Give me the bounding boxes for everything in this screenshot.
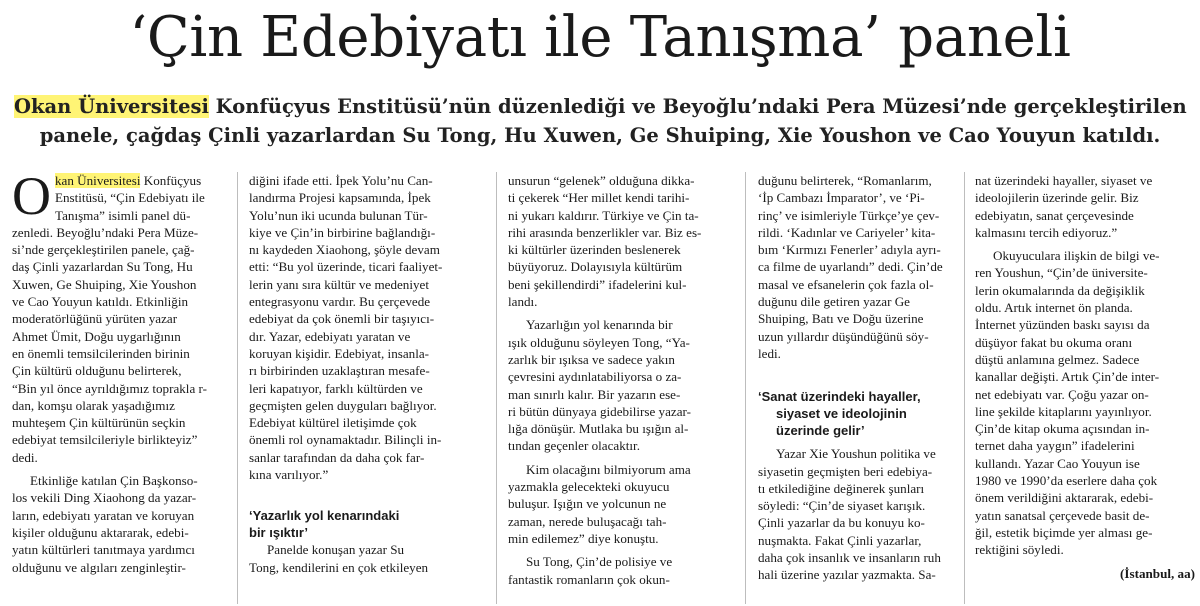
lead-line-1 <box>14 92 1186 121</box>
col2-line: edebiyat da çok önemli bir taşıyıcı- <box>249 311 435 327</box>
col2-line: entegrasyonu vardır. Bu çerçevede <box>249 294 431 310</box>
column-2 <box>249 172 481 604</box>
col1-line: dan, komşu olarak yaşadığımız <box>12 397 175 413</box>
col4-line: rildi. ‘Kadınlar ve Cariyeler’ kita- <box>758 224 936 240</box>
col1-line: dedi. <box>12 449 38 465</box>
col3-line: Yazarlığın yol kenarında bir <box>526 317 673 333</box>
col4-line: ledi. <box>758 345 781 361</box>
col1-line: Çin kültürü olduğunu belirterek, <box>12 363 182 379</box>
col1-line: en önemli temsilcilerinden birinin <box>12 345 190 361</box>
col1-line: moderatörlüğünü yürüten yazar <box>12 311 178 327</box>
col3-line: min edilemez” diye konuştu. <box>508 530 659 546</box>
col1-line: Enstitüsü, “Çin Edebiyatı ile <box>55 190 205 206</box>
col1-line: muhteşem Çin kültürünün seçkin <box>12 415 186 431</box>
subheading-2-line: siyaset ve ideolojinin <box>776 406 907 422</box>
drop-cap: O <box>12 172 51 226</box>
col5-line: lerin okumalarında da değişiklik <box>975 282 1145 298</box>
col3-line: zarlık bir ışıksa ve sadece yakın <box>508 351 675 367</box>
col1-line: Tanışma” isimli panel dü- <box>55 207 191 223</box>
col4-line: Çinli yazarlar da bu konuyu ko- <box>758 515 925 531</box>
col5-line: önem verildiğini aktararak, edebi- <box>975 490 1154 506</box>
col5-line: oldu. Artık internet ön planda. <box>975 300 1133 316</box>
subheading-2-line: ‘Sanat üzerindeki hayaller, <box>758 389 921 405</box>
col2-line: Yolu’nun iki ucunda bulunan Tür- <box>249 207 428 223</box>
column-divider <box>237 172 238 604</box>
col4-line: ‘İp Cambazı İmparator’, ve ‘Pi- <box>758 190 925 206</box>
col5-line: düşüyor fakat bu okuma oranı <box>975 334 1133 350</box>
col4-line: masal ve efsanelerin çok fazla ol- <box>758 276 934 292</box>
col4-line: daha çok insanlık ve insanların ruh <box>758 550 941 566</box>
col5-line: kullandı. Yazar Cao Youyun ise <box>975 455 1140 471</box>
col2-line: lerin yanı sıra kültür ve medeniyet <box>249 276 429 292</box>
subheading-1-line: bir ışıktır’ <box>249 525 309 541</box>
col4-line: duğunu dile getiren yazar Ge <box>758 294 910 310</box>
column-divider <box>496 172 497 604</box>
col3-line: ri bütün dünyaya gidebilirse yazar- <box>508 403 691 419</box>
col5-line: 1980 ve 1990’da eserlere daha çok <box>975 473 1158 489</box>
col5-line: net edebiyatı var. Çoğu yazar on- <box>975 386 1149 402</box>
col1-line: zenledi. Beyoğlu’ndaki Pera Müze- <box>12 224 199 240</box>
col2-line: koruyan kişidir. Edebiyat, insanla- <box>249 345 430 361</box>
col1-line: daş Çinli yazarlardan Su Tong, Hu <box>12 259 193 275</box>
col4-line: rinç’ ve isimleriyle Türkçe’ye çev- <box>758 207 940 223</box>
col4-line: duğunu belirterek, “Romanlarım, <box>758 173 932 188</box>
col4-line: Yazar Xie Youshun politika ve <box>776 446 936 462</box>
col2-line: rı birbirinden uzaklaştıran mesafe- <box>249 363 430 379</box>
col1-line: yatın kültürleri tanıtmaya yardımcı <box>12 542 195 558</box>
col5-line: line şekilde kitaplarını yayınlıyor. <box>975 403 1152 419</box>
col3-line: rihi arasında benzerlikler var. Biz es- <box>508 224 702 240</box>
col2-line: leri kapatıyor, farklı kültürden ve <box>249 380 423 396</box>
col5-line: edebiyatın, sanat çerçevesinde <box>975 207 1134 223</box>
col3-line: unsurun “gelenek” olduğuna dikka- <box>508 173 695 188</box>
col3-line: ti çekerek “Her millet kendi tarihi- <box>508 190 690 206</box>
column-divider <box>964 172 965 604</box>
col4-line: uzun yıllardır düşündüğünü söy- <box>758 328 929 344</box>
col5-line: İnternet yüzünden baskı sayısı da <box>975 317 1150 333</box>
col4-line: ca filme de uyarlandı” dedi. Çin’de <box>758 259 943 275</box>
col5-line: nat üzerindeki hayaller, siyaset ve <box>975 173 1153 188</box>
col3-line: beni şekillendirdi” ifadelerini kul- <box>508 276 687 292</box>
col1-line: “Bin yıl önce ayrıldığımız toprakla r- <box>12 380 207 396</box>
col1-highlight: kan Üniversitesi <box>55 173 141 188</box>
column-1 <box>12 172 228 604</box>
col2-line: etti: “Bu yol üzerinde, ticari faaliyet- <box>249 259 443 275</box>
col3-line: büyüyoruz. Dolayısıyla kültürüm <box>508 259 683 275</box>
col3-line: Kim olacağını bilmiyorum ama <box>526 461 691 477</box>
col3-line: fantastik romanların çok okun- <box>508 571 670 587</box>
col2-line: landırma Projesi kapsamında, İpek <box>249 190 431 206</box>
col2-line: sanlar tarafından da daha çok far- <box>249 449 425 465</box>
col1-line: olduğunu ve algıları zenginleştir- <box>12 559 186 575</box>
col5-line: Çin’de kitap okuma açısından in- <box>975 421 1150 437</box>
lead-highlight: Okan Üniversitesi <box>14 95 209 118</box>
col5-line: kalmasını tercih ediyoruz.” <box>975 224 1118 240</box>
col3-line: çevresini aydınlatabiliyorsa o za- <box>508 369 682 385</box>
article-body <box>0 172 1200 606</box>
col4-line: bım ‘Kırmızı Fenerler’ adıyla ayrı- <box>758 242 941 258</box>
col1-line: Xuwen, Ge Shuiping, Xie Youshon <box>12 276 197 292</box>
col5-line: yatın sanatsal çerçevede basit de- <box>975 507 1150 523</box>
col1-line-text: Konfüçyus <box>140 173 202 188</box>
col3-line: man sınırlı kalır. Bir yazarın ese- <box>508 386 681 402</box>
col2-line: diğini ifade etti. İpek Yolu’nu Can- <box>249 173 433 188</box>
col4-line: tı etkilediğine değinerek şunları <box>758 480 925 496</box>
col2-line: dır. Yazar, edebiyatı yaratan ve <box>249 328 411 344</box>
subheading-1-line: ‘Yazarlık yol kenarındaki <box>249 508 400 524</box>
col2-line: Tong, kendilerini en çok etkileyen <box>249 559 429 575</box>
col1-line: edebiyat temsilcileriyle birlikteyiz” <box>12 432 198 448</box>
col5-line: kanallar değişti. Artık Çin’de inter- <box>975 369 1160 385</box>
lead-line-1-text: Konfüçyus Enstitüsü’nün düzenlediği ve Beyoğlu’ndaki Pera Müzesi’nde gerçekleştirilen <box>208 95 1187 118</box>
byline: (İstanbul, aa) <box>1120 565 1195 581</box>
col1-line: si’nde gerçekleştirilen panele, çağ- <box>12 242 195 258</box>
col5-line: ğil, estetik biçimde yer alması ge- <box>975 524 1153 540</box>
col4-line: siyasetin geçmişten beri edebiya- <box>758 463 933 479</box>
col1-line: Ahmet Ümit, Doğu uygarlığının <box>12 328 181 344</box>
col3-line: ki kültürler üzerinden beslenerek <box>508 242 681 258</box>
col4-line: hali üzerine yazılar yazmakta. Sa- <box>758 567 936 583</box>
col2-line: nı kaydeden Xiaohong, şöyle devam <box>249 242 440 258</box>
column-4 <box>758 172 988 604</box>
headline: ‘Çin Edebiyatı ile Tanışma’ paneli <box>129 5 1071 70</box>
col3-line: tından geçenler olacaktır. <box>508 438 640 454</box>
col2-line: kına varılıyor.” <box>249 467 329 483</box>
column-5 <box>975 172 1195 604</box>
col4-line: söyledi: “Çin’de siyaset karışık. <box>758 498 926 514</box>
subheading-2 <box>758 388 988 439</box>
col1-line: los vekili Ding Xiaohong da yazar- <box>12 490 197 506</box>
col2-line: Panelde konuşan yazar Su <box>267 542 405 558</box>
col1-line: ların, edebiyatı yaratan ve koruyan <box>12 507 195 523</box>
subheading-1 <box>249 507 481 541</box>
col1-line: kişiler olduğunu aktararak, edebi- <box>12 524 189 540</box>
col3-line: landı. <box>508 294 538 310</box>
col5-line: ren Youshun, “Çin’de üniversite- <box>975 265 1148 281</box>
col5-line: ternet daha yaygın” ifadelerini <box>975 438 1135 454</box>
col1-line: Etkinliğe katılan Çin Başkonso- <box>30 473 198 489</box>
subheading-2-line: üzerinde gelir’ <box>776 423 865 439</box>
col4-line: Shuiping, Batı ve Doğu üzerine <box>758 311 924 327</box>
col5-line: düştü anlamına gelmez. Sadece <box>975 351 1140 367</box>
col3-line: zaman, nerede buluşacağı tah- <box>508 513 667 529</box>
col3-line: Su Tong, Çin’de polisiye ve <box>526 554 673 570</box>
col5-line: ideolojilerin üzerinde gelir. Biz <box>975 190 1139 206</box>
col2-line: önemli rol oynamaktadır. Bilinçli in- <box>249 432 442 448</box>
col2-line: kiye ve Çin’in birbirine bağlandığı- <box>249 224 436 240</box>
column-divider <box>745 172 746 604</box>
lead-line-2: panele, çağdaş Çinli yazarlardan Su Tong, Hu Xuwen, Ge Shuiping, Xie Youshon ve Cao Youyun katıldı. <box>39 124 1161 147</box>
col5-line: Okuyuculara ilişkin de bilgi ve- <box>993 248 1160 264</box>
col3-line: ni yukarı kaldırır. Türkiye ve Çin ta- <box>508 207 699 223</box>
col3-line: lığa dönüşür. Mutlaka bu ışığın al- <box>508 421 689 437</box>
col5-line: rektiğini söyledi. <box>975 542 1064 558</box>
lead-paragraph <box>14 92 1186 150</box>
col2-line: geçmişten gelen duyguları bağlıyor. <box>249 397 437 413</box>
col3-line: yazmakla gelecekteki okuyucu <box>508 479 670 495</box>
col4-line: nuşmakta. Fakat Çinli yazarlar, <box>758 532 922 548</box>
col3-line: buluşur. Işığın ve yolcunun ne <box>508 496 667 512</box>
column-3 <box>508 172 734 604</box>
col2-line: Edebiyat kültürel iletişimde çok <box>249 415 417 431</box>
col3-line: ışık olduğunu söyleyen Tong, “Ya- <box>508 334 690 350</box>
col1-line: ve Cao Youyun katıldı. Etkinliğin <box>12 294 189 310</box>
